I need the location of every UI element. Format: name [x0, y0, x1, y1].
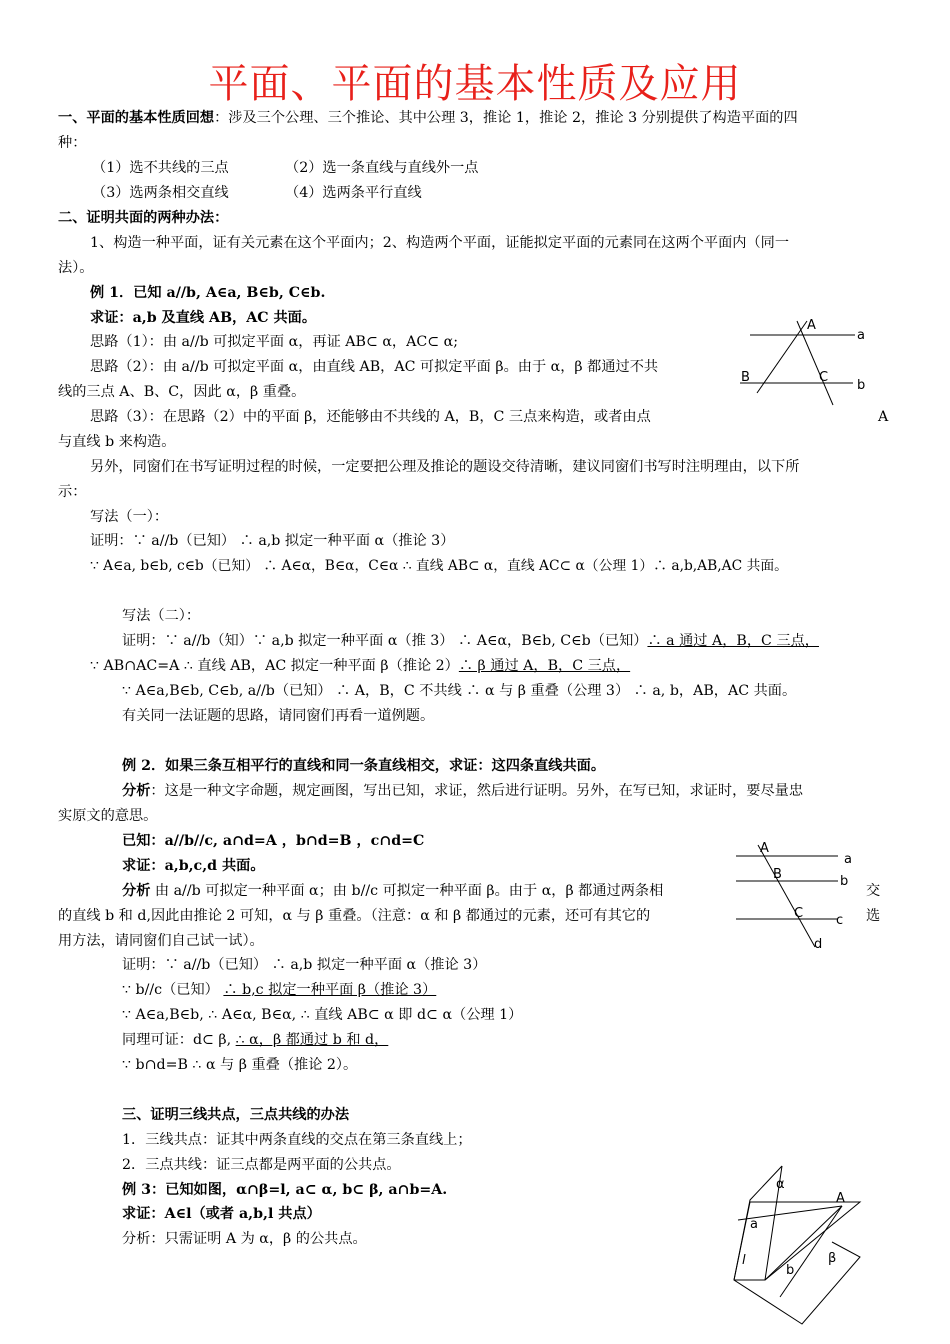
section3-item2: 2．三点共线：证三点都是两平面的公共点。	[122, 1157, 401, 1173]
figure1-label-a: a	[857, 328, 865, 343]
method2-closing: 有关同一法证题的思路，请同窗们再看一道例题。	[122, 708, 435, 724]
figure2-label-C: C	[794, 906, 804, 921]
method2-proof-line3: ∵ A∈a,B∈b, C∈b, a//b（已知） ∴ A，B，C 不共线 ∴ α 与 β 重叠（公理 3） ∴ a, b，AB，AC 共面。	[122, 683, 797, 699]
example2-analysis-line2: 实原文的意思。	[58, 808, 158, 824]
figure3-label-a: a	[750, 1217, 758, 1232]
example2-analysis2-line2: 的直线 b 和 d,因此由推论 2 可知，α 与 β 重叠。（注意：α 和 β 都通过的元素，还可有其它的	[58, 908, 651, 924]
method2-label: 写法（二）：	[122, 608, 201, 624]
figure1-diagram	[735, 313, 875, 413]
figure2-label-b: b	[840, 874, 849, 889]
method1-proof-line1: 证明：∵ a//b（已知） ∴ a,b 拟定一种平面 α（推论 3）	[90, 533, 455, 549]
figure1-label-A: A	[807, 318, 816, 333]
method2-proof-line1: 证明：∵ a//b（知）∵ a,b 拟定一种平面 α（推 3） ∴ A∈α，B∈b, C∈b（已知）∴ a 通过 A，B，C 三点，	[122, 633, 819, 649]
page-title: 平面、平面的基本性质及应用	[208, 61, 742, 107]
example2-proof-line3: ∵ A∈a,B∈b, ∴ A∈α, B∈α, ∴ 直线 AB⊂ α 即 d⊂ α（公理 1）	[122, 1007, 523, 1023]
example2-analysis2-line1: 分析 由 a//b 可拟定一种平面 α；由 b//c 可拟定一种平面 β。由于 α，β 都通过两条相	[122, 883, 664, 899]
example1-idea2: 思路（2）：由 a//b 可拟定平面 α，由直线 AB，AC 可拟定平面 β。由于 α，β 都通过不共	[90, 359, 659, 375]
option-1: （1）选不共线的三点	[92, 160, 229, 176]
example2-given: 已知：a//b//c, a∩d=A ，b∩d=B ，c∩d=C	[122, 833, 425, 849]
example2-proof-line5: ∵ b∩d=B ∴ α 与 β 重叠（推论 2）。	[122, 1057, 358, 1073]
figure3-label-l: l	[742, 1253, 746, 1268]
section3-item1: 1．三线共点：证其中两条直线的交点在第三条直线上；	[122, 1132, 472, 1148]
figure1-label-b: b	[857, 378, 866, 393]
figure1-line-ac	[797, 321, 833, 405]
section1-heading: 一、平面的基本性质回想	[58, 110, 215, 126]
section3-heading: 三、证明三线共点，三点共线的办法	[122, 1107, 350, 1123]
example2-heading: 例 2．如果三条互相平行的直线和同一条直线相交，求证：这四条直线共面。	[122, 758, 606, 774]
figure3-label-beta: β	[828, 1251, 837, 1266]
example1-idea2-cont: 线的三点 A、B、C，因此 α，β 重叠。	[58, 384, 306, 400]
figure2-diagram	[728, 835, 868, 955]
figure1-label-B: B	[741, 370, 750, 385]
section2-heading: 二、证明共面的两种办法：	[58, 210, 229, 226]
method2-underlined-2: ∴ β 通过 A，B，C 三点，	[458, 658, 631, 674]
example2-proof-line1: 证明：∵ a//b（已知） ∴ a,b 拟定一种平面 α（推论 3）	[122, 957, 487, 973]
figure3-diagram	[720, 1162, 870, 1332]
example3-given: 例 3：已知如图，α∩β=l, a⊂ α, b⊂ β, a∩b=A.	[122, 1182, 448, 1198]
example2-proof-line2: ∵ b//c（已知） ∴ b,c 拟定一种平面 β（推论 3）	[122, 982, 437, 998]
figure1-line-ab	[757, 321, 807, 393]
example3-prove: 求证：A∈l（或者 a,b,l 共点）	[122, 1206, 321, 1222]
figure2-label-a: a	[844, 852, 852, 867]
example2-analysis2-line3: 用方法，请同窗们自己试一试）。	[58, 933, 264, 949]
method2-proof-line2: ∵ AB∩AC=A ∴ 直线 AB，AC 拟定一种平面 β（推论 2）∴ β 通过 A，B，C 三点，	[90, 658, 631, 674]
example2-proof-line4: 同理可证：d⊂ β, ∴ α，β 都通过 b 和 d，	[122, 1032, 389, 1048]
note-line2: 示：	[58, 484, 87, 500]
figure2-label-A: A	[760, 841, 769, 856]
example1-idea1: 思路（1）：由 a//b 可拟定平面 α，再证 AB⊂ α，AC⊂ α;	[90, 334, 458, 350]
option-2: （2）选一条直线与直线外一点	[285, 160, 479, 176]
figure3-label-alpha: α	[776, 1177, 785, 1192]
method2-underlined-1: ∴ a 通过 A，B，C 三点，	[647, 633, 819, 649]
example1-idea3-cont: 与直线 b 来构造。	[58, 434, 176, 450]
figure2-label-B: B	[773, 867, 782, 882]
figure3-line-l	[765, 1206, 842, 1280]
figure1-label-C: C	[819, 370, 829, 385]
example2-analysis2-line1-end: 交	[866, 883, 881, 899]
example2-prove: 求证：a,b,c,d 共面。	[122, 858, 265, 874]
figure2-label-d: d	[814, 937, 823, 952]
example3-analysis: 分析：只需证明 A 为 α，β 的公共点。	[122, 1231, 367, 1247]
example2-analysis2-line2-end: 选	[866, 908, 881, 924]
method1-proof-line2: ∵ A∈a, b∈b, c∈b（已知） ∴ A∈α，B∈α，C∈α ∴ 直线 AB⊂ α，直线 AC⊂ α（公理 1）∴ a,b,AB,AC 共面。	[90, 558, 788, 574]
option-4: （4）选两条平行直线	[285, 185, 422, 201]
figure2-label-c: c	[836, 913, 844, 928]
figure3-label-b: b	[786, 1263, 795, 1278]
example1-prove: 求证：a,b 及直线 AB，AC 共面。	[90, 310, 317, 326]
option-3: （3）选两条相交直线	[92, 185, 229, 201]
figure3-label-A: A	[836, 1191, 845, 1206]
example1-idea3-point: A	[878, 409, 889, 425]
example1-given: 例 1．已知 a//b, A∈a, B∈b, C∈b.	[90, 285, 326, 301]
section2-methods-line2: 法）。	[58, 260, 94, 276]
example2-underlined-2: ∴ α，β 都通过 b 和 d，	[235, 1032, 389, 1048]
method1-label: 写法（一）：	[90, 509, 169, 525]
note-line1: 另外，同窗们在书写证明过程的时候，一定要把公理及推论的题设交待清晰，建议同窗们书写时注明理由，以下所	[90, 459, 800, 475]
section2-methods-line1: 1、构造一种平面，证有关元素在这个平面内；2、构造两个平面，证能拟定平面的元素同在这两个平面内（同一	[90, 235, 790, 251]
section1-line2: 种：	[58, 135, 87, 151]
example1-idea3: 思路（3）：在思路（2）中的平面 β，还能够由不共线的 A，B，C 三点来构造，或者由点	[90, 409, 651, 425]
example2-analysis-line1: 分析：这是一种文字命题，规定画图，写出已知，求证，然后进行证明。另外，在写已知，求证时，要尽量忠	[122, 783, 804, 799]
section1-line1: 一、平面的基本性质回想：涉及三个公理、三个推论、其中公理 3，推论 1，推论 2，推论 3 分别提供了构造平面的四	[58, 110, 798, 126]
example2-underlined-1: ∴ b,c 拟定一种平面 β（推论 3）	[223, 982, 437, 998]
figure2-line-d	[758, 845, 815, 947]
